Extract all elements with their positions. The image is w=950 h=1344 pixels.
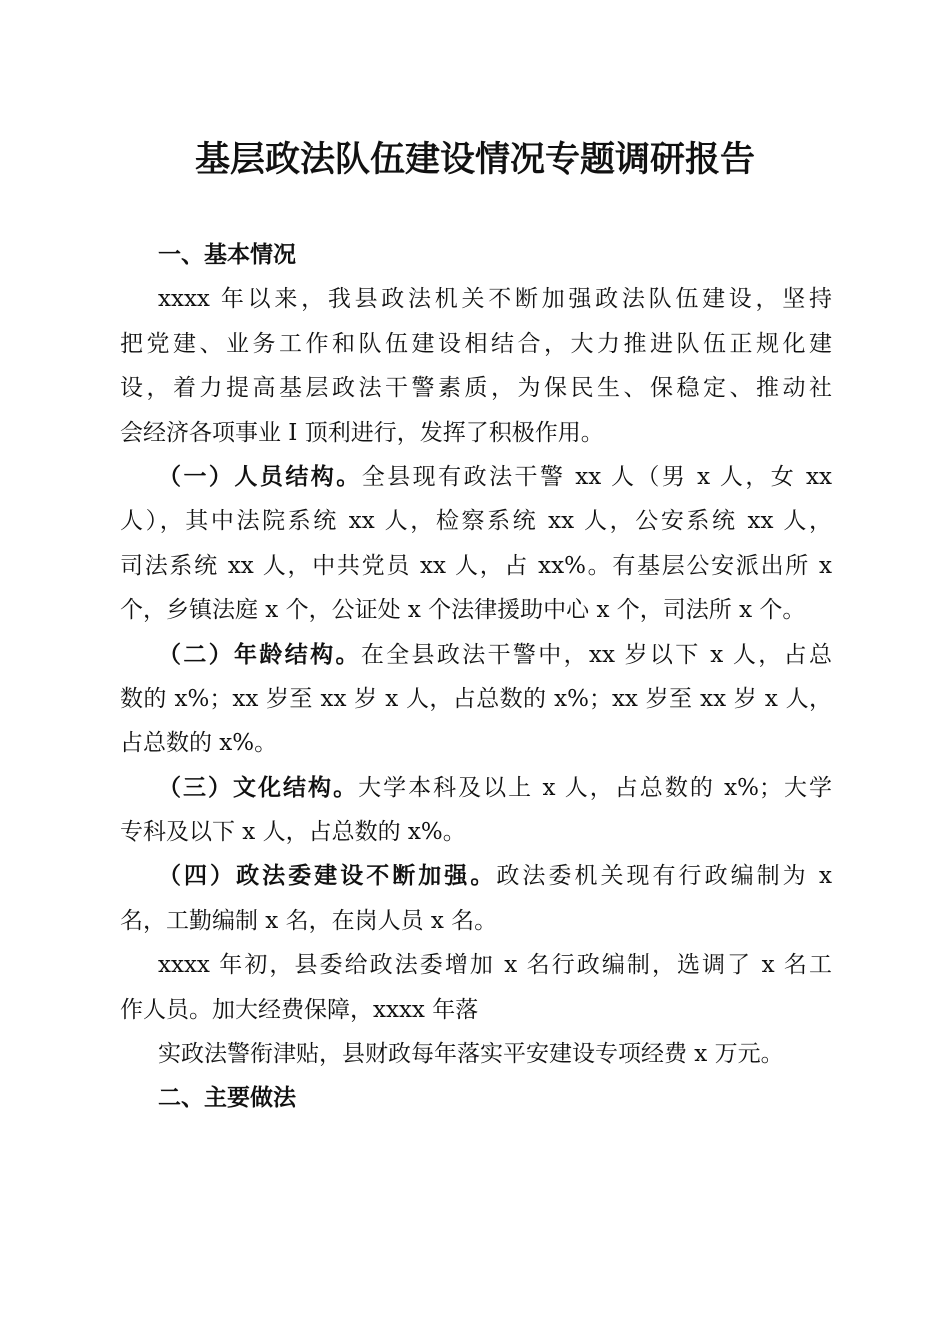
paragraph-education xyxy=(120,766,832,810)
paragraph-line: 实政法警衔津贴，县财政每年落实平安建设专项经费 x 万元。 xyxy=(158,1041,784,1068)
document-title: 基层政法队伍建设情况专题调研报告 xyxy=(194,139,755,180)
subheading-age: （二）年龄结构。 xyxy=(158,641,361,668)
paragraph-line: 把党建、业务工作和队伍建设相结合，大力推进队伍正规化建 xyxy=(120,330,832,357)
section-heading-practices: 二、主要做法 xyxy=(158,1085,296,1112)
paragraph-line: 会经济各项事业 I 顶利进行，发挥了积极作用。 xyxy=(120,419,604,446)
paragraph-text: 政法委机关现有行政编制为 x xyxy=(496,863,832,890)
paragraph-line: 专科及以下 x 人，占总数的 x%。 xyxy=(120,819,466,846)
paragraph-line: xxxx 年以来，我县政法机关不断加强政法队伍建设，坚持 xyxy=(158,286,832,313)
paragraph-committee xyxy=(120,854,832,898)
paragraph-line: 占总数的 x%。 xyxy=(120,730,278,757)
paragraph-personnel xyxy=(120,455,832,499)
paragraph-line: 作人员。加大经费保障，xxxx 年落 xyxy=(120,996,479,1023)
section-heading-basic: 一、基本情况 xyxy=(158,242,296,268)
paragraph-line: 司法系统 xx 人，中共党员 xx 人，占 xx%。有基层公安派出所 x xyxy=(120,552,832,579)
paragraph-line: 名，工勤编制 x 名，在岗人员 x 名。 xyxy=(120,907,498,934)
paragraph-age xyxy=(120,633,832,677)
paragraph-line: 数的 x%；xx 岁至 xx 岁 x 人，占总数的 x%；xx 岁至 xx 岁 x 人， xyxy=(120,685,832,712)
paragraph-text: 全县现有政法干警 xx 人（男 x 人，女 xx xyxy=(361,463,832,490)
subheading-education: （三）文化结构。 xyxy=(158,774,359,801)
paragraph-line: xxxx 年初，县委给政法委增加 x 名行政编制，选调了 x 名工 xyxy=(158,952,832,979)
paragraph-text: 在全县政法干警中，xx 岁以下 x 人，占总 xyxy=(360,641,832,668)
paragraph-line: 个，乡镇法庭 x 个，公证处 x 个法律援助中心 x 个，司法所 x 个。 xyxy=(120,597,806,624)
subheading-committee: （四）政法委建设不断加强。 xyxy=(158,863,497,890)
paragraph-text: 大学本科及以上 x 人，占总数的 x%；大学 xyxy=(358,774,832,801)
document-body xyxy=(120,233,832,1121)
paragraph-line: 人），其中法院系统 xx 人，检察系统 xx 人，公安系统 xx 人， xyxy=(120,508,832,535)
subheading-personnel: （一）人员结构。 xyxy=(158,463,362,490)
paragraph-line: 设，着力提高基层政法干警素质，为保民生、保稳定、推动社 xyxy=(120,375,832,402)
